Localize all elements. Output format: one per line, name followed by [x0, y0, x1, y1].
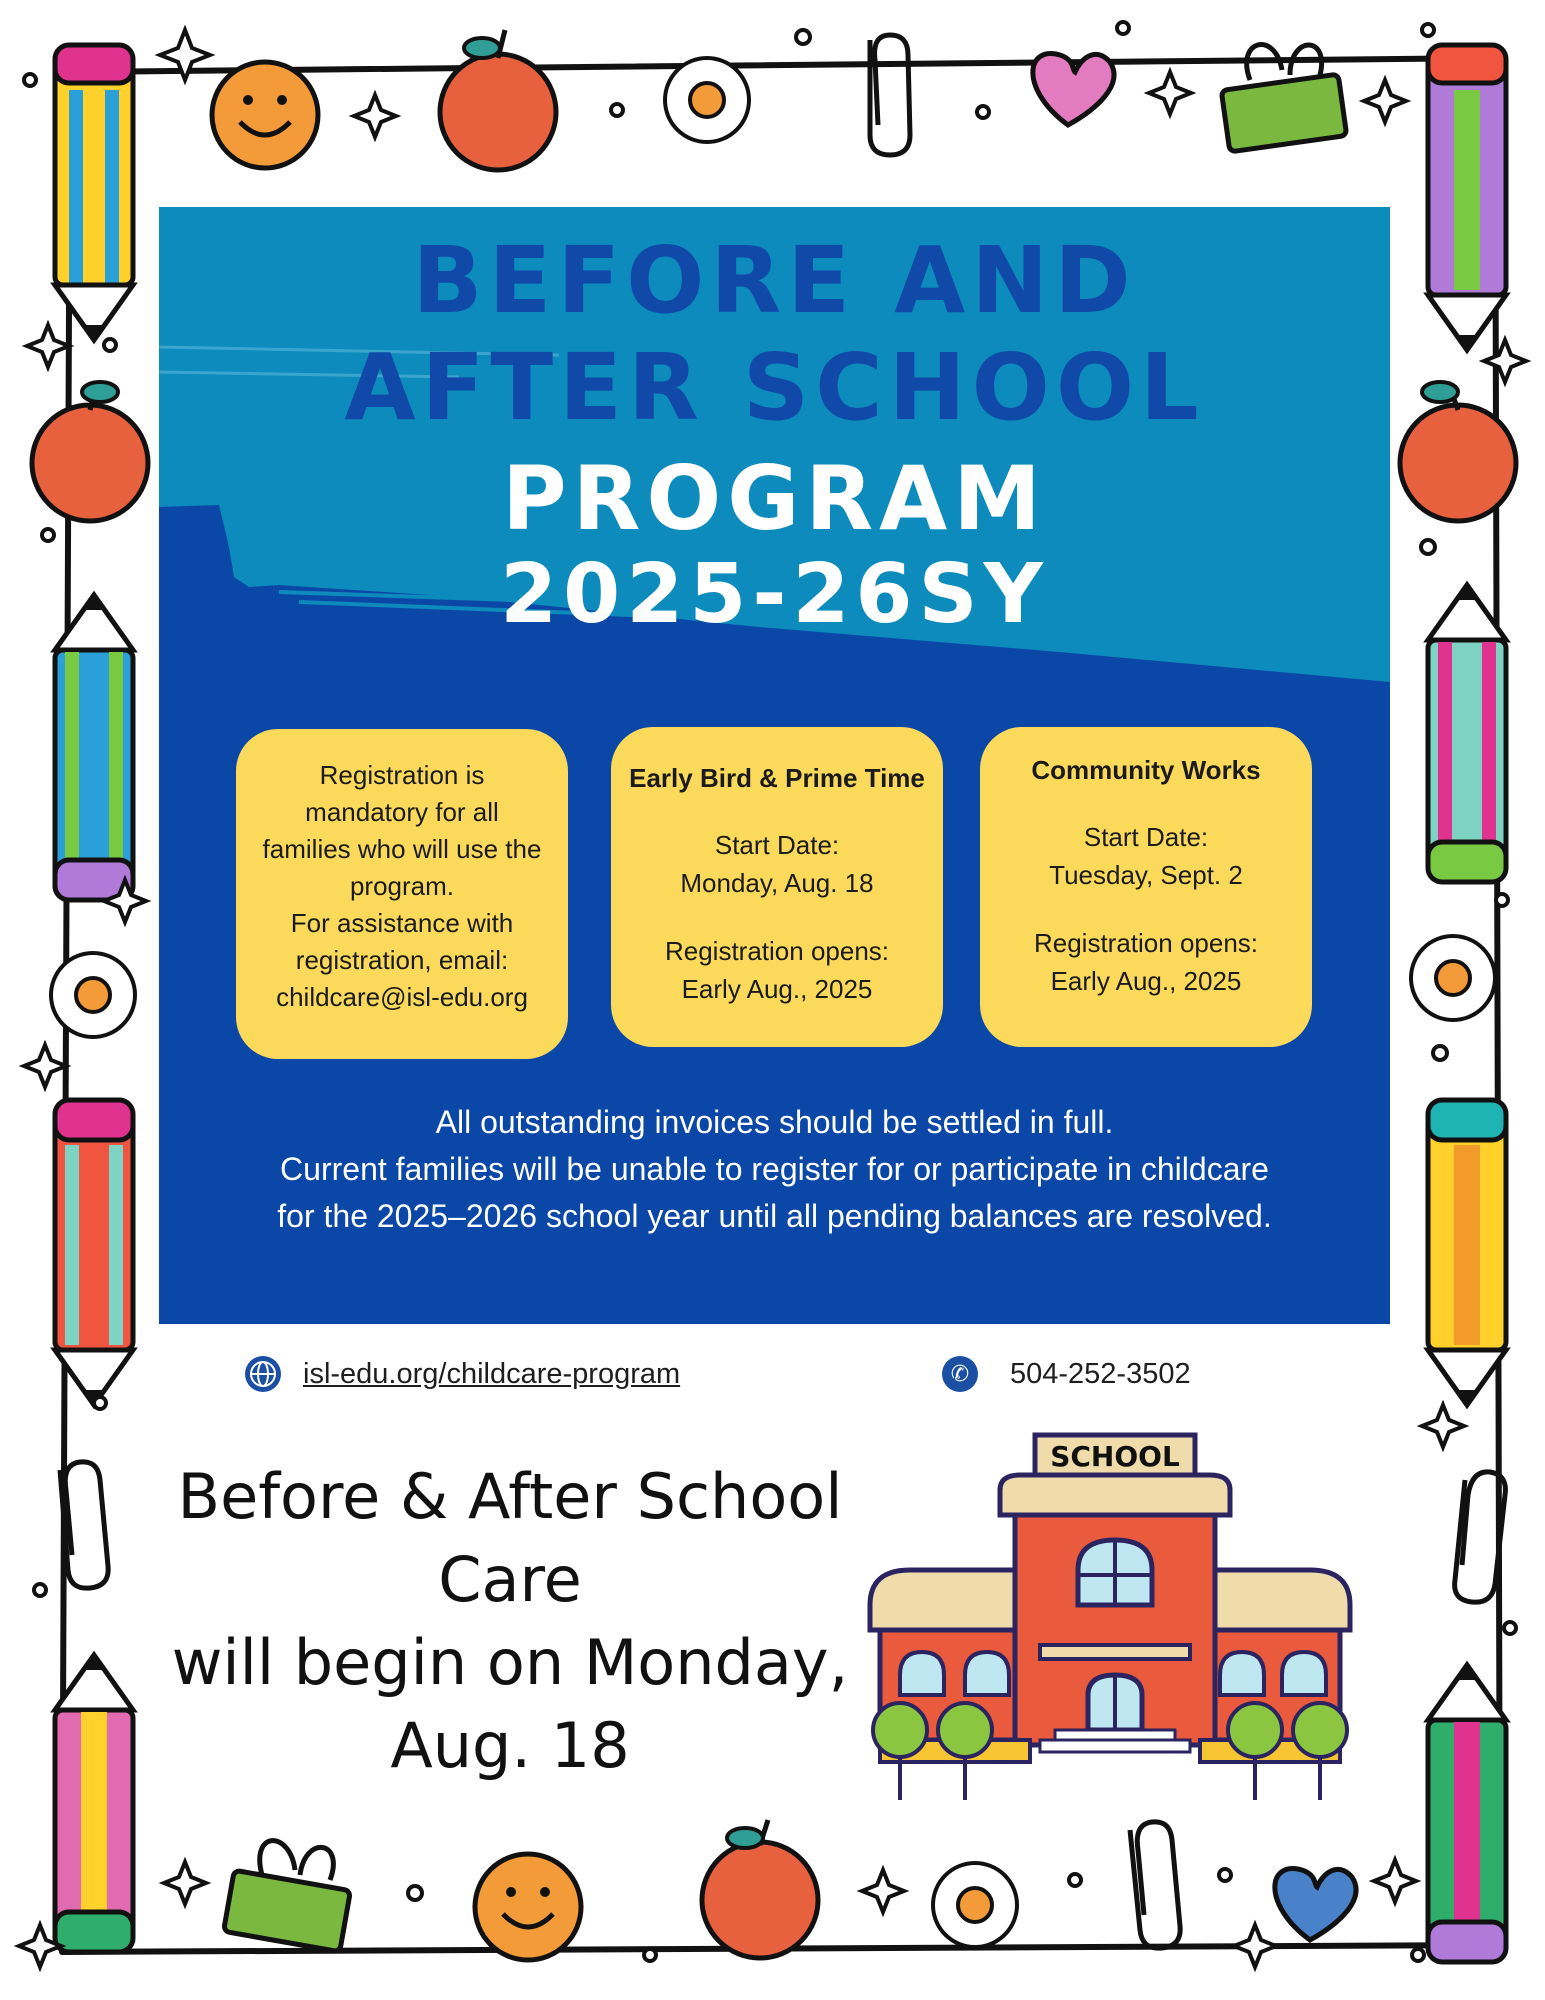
flower-icon [51, 953, 135, 1037]
invoice-notice [159, 1099, 1390, 1240]
program-panel [159, 207, 1390, 1324]
website-contact [245, 1356, 680, 1392]
registration-label: Registration opens: [664, 936, 890, 966]
registration-label: Registration opens: [1033, 928, 1259, 958]
pencil-icon [1428, 1100, 1506, 1405]
announcement-line: Care [438, 1543, 582, 1616]
card-heading: Early Bird & Prime Time [629, 763, 925, 793]
binder-clip-icon [224, 1841, 351, 1952]
registration-value: Early Aug., 2025 [1050, 966, 1242, 996]
flower-icon [933, 1863, 1017, 1947]
pencil-icon [1428, 585, 1506, 882]
school-building-icon [860, 1430, 1370, 1810]
start-announcement [170, 1455, 850, 1787]
start-date-label: Start Date: [714, 830, 840, 860]
heart-icon [1275, 1869, 1356, 1940]
title-line-4: 2025-26SY [500, 547, 1049, 642]
apple-icon [32, 382, 148, 521]
notice-line: for the 2025–2026 school year until all pending balances are resolved. [277, 1198, 1272, 1234]
card-line: mandatory for all [305, 797, 499, 827]
card-line: childcare@isl-edu.org [276, 982, 528, 1012]
pencil-icon [55, 595, 133, 900]
announcement-line: Aug. 18 [390, 1709, 630, 1782]
pencil-icon [55, 1655, 133, 1952]
early-bird-card [611, 727, 943, 1047]
community-works-card [980, 727, 1312, 1047]
announcement-line: will begin on Monday, [171, 1626, 849, 1699]
pencil-icon [1428, 45, 1506, 350]
card-line: registration, email: [295, 945, 509, 975]
phone-icon: ✆ [942, 1356, 978, 1392]
school-sign: SCHOOL [1050, 1440, 1180, 1473]
pencil-icon [55, 1100, 133, 1405]
globe-icon [245, 1356, 281, 1392]
card-line: program. [349, 871, 455, 901]
announcement-line: Before & After School [177, 1460, 843, 1533]
phone-contact [942, 1356, 1191, 1392]
registration-card [236, 729, 568, 1059]
card-line: Registration is [319, 760, 485, 790]
start-date-value: Monday, Aug. 18 [680, 868, 874, 898]
title-line-2: AFTER SCHOOL [344, 334, 1205, 441]
notice-line: All outstanding invoices should be settled in full. [435, 1104, 1114, 1140]
start-date-value: Tuesday, Sept. 2 [1049, 860, 1243, 890]
website-link[interactable]: isl-edu.org/childcare-program [303, 1357, 681, 1390]
card-line: For assistance with [290, 908, 514, 938]
notice-line: Current families will be unable to register for or participate in childcare [280, 1151, 1269, 1187]
phone-number[interactable]: 504-252-3502 [1010, 1357, 1191, 1390]
registration-value: Early Aug., 2025 [681, 974, 873, 1004]
apple-icon [440, 30, 556, 170]
smiley-icon [212, 62, 318, 168]
flower-icon [665, 58, 749, 142]
heart-icon [1033, 54, 1114, 125]
start-date-label: Start Date: [1083, 822, 1209, 852]
flower-icon [1411, 936, 1495, 1020]
pencil-icon [55, 45, 133, 340]
pencil-icon [1428, 1665, 1506, 1962]
card-line: families who will use the [262, 834, 542, 864]
smiley-icon [475, 1854, 581, 1960]
card-heading: Community Works [1031, 755, 1261, 785]
apple-icon [702, 1820, 818, 1958]
title-line-3: PROGRAM [502, 447, 1047, 550]
title-line-1: BEFORE AND [412, 227, 1137, 334]
